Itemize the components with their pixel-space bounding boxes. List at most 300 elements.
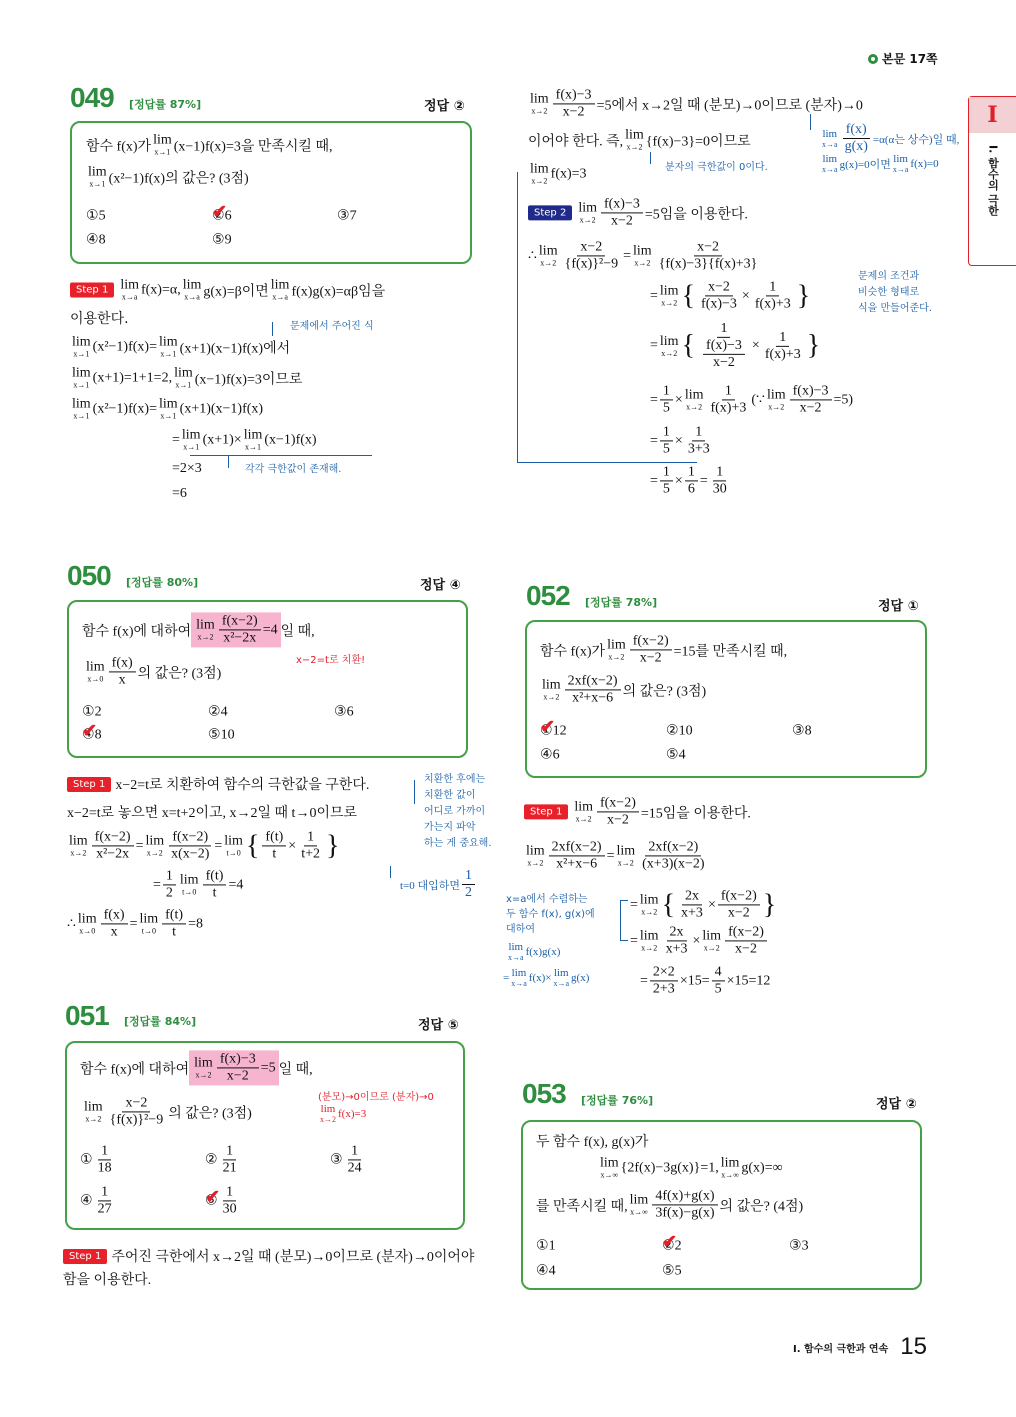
math-text: x+3 [681,905,703,921]
denominator [107,1113,167,1129]
problem-number: 050 [67,560,111,591]
fraction [549,839,605,872]
math-text: =5 [260,1060,276,1075]
limit-expression [320,1104,336,1124]
annotation: 비슷한 형태로 [858,287,920,298]
math-text: f(t) [165,907,184,923]
lim-word: lim [600,1155,619,1171]
math-text: =5임을 이용한다. [644,207,748,222]
math-text: x−2 [606,812,629,828]
math-text: g(x) [571,972,590,984]
math-text: 1 [720,320,728,336]
math-text: = [153,877,161,892]
math-text: × [741,288,750,303]
numerator [718,888,760,905]
choice-3[interactable] [330,1143,367,1176]
math-text: 24 [347,1160,362,1176]
choice-1[interactable] [80,1143,117,1176]
fraction [710,464,730,497]
math-text: 8 [804,723,812,738]
math-text: ×15=12 [726,973,771,988]
annotation: 분자의 극한값이 0이다. [665,162,768,173]
math-text: 8 [94,727,102,742]
choice-1[interactable] [82,704,102,721]
math-text: = [630,897,638,912]
choice-2[interactable] [666,723,693,740]
lim-word: lim [120,277,139,293]
lim-subscript: x→2 [540,258,557,268]
math-text: 2xf(x−2) [648,839,699,855]
denominator [562,257,622,273]
lim-word: lim [270,277,290,293]
solution-line [650,383,853,416]
numerator [601,196,643,213]
limit-expression [600,1157,619,1180]
limit-expression [616,845,635,868]
denominator [220,1161,240,1177]
correct-rate: [정답률 84%] [124,1015,197,1028]
lim-subscript: x→a [121,292,138,302]
math-text: x−2 [639,650,662,666]
denominator [108,925,121,941]
numerator [685,464,698,481]
choice-3[interactable] [337,208,357,225]
fraction [462,868,475,901]
chapter-side-tab[interactable] [968,96,1016,266]
lim-subscript: x→a [511,979,527,988]
lim-word: lim [822,127,838,140]
choice-1[interactable] [536,1238,556,1255]
lim-word: lim [633,243,652,259]
highlighted-condition [189,1050,278,1085]
choice-2[interactable] [662,1238,682,1255]
annotation-list [424,772,492,852]
question-line [86,134,332,157]
choice-5[interactable] [212,232,232,249]
numerator [348,1143,361,1160]
limit-expression [542,679,561,702]
solution-line [67,774,369,794]
limit-expression [196,619,215,642]
math-text: = [650,473,658,488]
annotation [506,942,560,962]
fraction [685,464,698,497]
denominator [797,401,825,417]
limit-expression [640,930,659,953]
limit-expression [767,389,786,412]
lim-word: lim [538,243,558,259]
fraction [219,613,261,646]
lim-word: lim [578,200,597,216]
fraction [656,239,761,272]
lim-word: lim [153,132,172,148]
choice-marker: ⑤ [208,727,221,743]
numerator [652,1188,717,1205]
fraction [685,424,713,457]
fraction [101,907,128,940]
lim-subscript: x→a [508,953,524,962]
limit-expression [140,913,159,936]
lim-subscript: x→1 [73,349,90,359]
math-text: =5에서 x→2일 때 (분모)→0이므로 (분자)→0 [596,98,863,113]
limit-expression [702,930,721,953]
bracket-line [620,940,628,941]
math-text: f(x)+3 [764,346,801,362]
math-text: f(x−2) [221,613,258,629]
choice-marker: ③ [330,1152,343,1168]
numerator [713,464,726,481]
math-text: 5 [662,400,670,416]
fraction [718,888,760,921]
denominator [652,1206,717,1222]
math-text: = [623,248,632,263]
solution-line [524,839,710,872]
annotation: 하는 게 중요해. [424,838,492,849]
choice-1[interactable] [540,723,567,740]
choice-4[interactable] [536,1263,556,1280]
choice-marker: ④ [86,232,99,248]
denominator [168,847,212,863]
answer-label: 정답 ② [876,1097,917,1112]
choice-5[interactable] [205,1184,242,1217]
math-text: 이어야 한다. 즉, [528,134,624,149]
math-text: = [650,338,658,353]
annotation [820,122,959,155]
math-text: f(x−2) [172,829,209,845]
fraction [95,1143,115,1176]
choice-5[interactable] [208,727,235,744]
lim-word: lim [526,843,545,859]
denominator [95,1161,115,1177]
limit-expression [530,163,549,186]
lim-word: lim [196,617,215,633]
limit-expression [244,429,263,452]
choice-2[interactable] [205,1143,242,1176]
math-text: 7 [349,208,357,223]
denominator [712,982,725,998]
numerator [692,424,705,441]
math-text: 30 [222,1201,237,1217]
math-text: 1 [695,424,703,440]
numerator [217,1051,259,1068]
math-text: = [172,432,180,447]
math-text: (x+1)× [202,432,242,447]
denominator [116,673,129,689]
math-text: (x²−1)f(x)의 값은? (3점) [108,171,249,186]
denominator [345,1161,365,1177]
fraction [842,122,871,155]
limit-expression [78,913,97,936]
numerator [549,839,605,856]
solution-line [640,964,770,997]
math-text: 1 [662,464,670,480]
denominator [707,401,749,417]
fraction [678,888,706,921]
fraction [652,1188,717,1221]
lim-subscript: x→1 [73,411,90,421]
numerator [162,907,186,924]
hint-annotation [318,1104,366,1124]
limit-expression [86,661,105,684]
question-line [536,1188,803,1221]
math-text: =4 [228,877,244,892]
numerator [790,383,832,400]
solution-line [63,1246,474,1266]
limit-expression [194,1057,213,1080]
numerator [705,279,733,296]
lim-subscript: x→∞ [630,1207,648,1217]
lim-word: lim [320,1103,336,1115]
page-reference-text: 본문 17쪽 [882,52,938,66]
choice-marker: ① [86,208,99,224]
limit-expression [526,845,545,868]
math-text: x²+x−6 [556,856,598,872]
solution-line [172,486,187,502]
limit-expression [159,398,178,421]
fraction [790,383,832,416]
numerator [766,279,779,296]
math-text: = [650,392,658,407]
math-text: f(x) [103,907,125,923]
lim-subscript: x→2 [320,1115,336,1124]
lim-word: lim [702,928,722,944]
solution-line [67,907,203,940]
lim-subscript: x→2 [617,858,634,868]
math-text: 2 [94,704,102,719]
question-line [86,166,249,189]
choice-3[interactable] [792,723,812,740]
math-text: {f(x)}²−9 [564,256,619,272]
math-text: (x−1)f(x) [264,432,317,447]
limit-expression [685,389,704,412]
math-text: x−2 [697,239,719,255]
math-text: 4 [714,964,722,980]
math-text: 1 [548,1238,556,1253]
math-text: =5) [833,392,854,407]
lim-word: lim [553,967,569,979]
solution-line [528,163,587,186]
numerator [667,924,687,941]
choice-3[interactable] [789,1238,809,1255]
solution-line [650,464,732,497]
choice-4[interactable] [82,727,102,744]
fraction [565,673,621,706]
problem-number: 053 [522,1078,566,1109]
lim-word: lim [224,833,243,849]
lim-subscript: x→1 [175,380,192,390]
lim-subscript: x→1 [154,147,171,157]
lim-word: lim [629,1192,649,1208]
math-text: 1 [724,383,732,399]
math-text: 8 [98,232,106,247]
denominator [650,982,678,998]
choice-2[interactable] [208,704,228,721]
math-text: = [503,972,510,984]
limit-expression [530,93,549,116]
math-text: 9 [224,232,232,247]
math-text: f(x−2) [728,924,764,940]
limit-expression [625,129,644,152]
lim-subscript: x→1 [183,442,200,452]
solution-line [650,424,715,457]
fraction [725,924,767,957]
lim-subscript: x→1 [73,380,90,390]
math-text: f(x)−3 [219,1051,256,1067]
page-reference [868,50,938,67]
fraction [168,829,212,862]
choice-marker: ② ✔ [662,1238,675,1255]
lim-subscript: x→2 [531,106,548,116]
annotation: 식을 만들어준다. [858,303,932,314]
denominator [604,813,632,829]
chapter-roman-numeral: I [969,97,1016,133]
math-text: 2×2 [652,964,675,980]
choice-marker: ① [80,1152,93,1168]
limit-expression [607,639,626,662]
numerator [650,964,678,981]
fraction [639,839,707,872]
solution-line [70,336,290,359]
lim-word: lim [182,277,202,293]
brace: { [661,889,676,920]
problem-number: 051 [65,1000,109,1031]
arrow-line [810,114,811,130]
math-text: 2x [669,924,684,940]
math-text: 5 [98,208,106,223]
brace: { [681,280,696,311]
limit-expression [224,835,243,858]
fraction [220,1184,240,1217]
math-text: 를 만족시킬 때, [536,1199,628,1214]
numerator [682,888,702,905]
fraction [345,1143,365,1176]
lim-word: lim [616,843,636,859]
denominator [210,886,220,902]
arrow-line [390,866,391,878]
lim-subscript: x→a [553,979,570,988]
solution-line [172,461,202,477]
arrow-line [650,152,651,164]
choice-1[interactable] [86,208,106,225]
bracket-line [517,172,518,462]
denominator [163,886,176,902]
choice-5[interactable] [666,747,686,764]
annotation-list [506,892,595,937]
step-badge: Step 2 [528,206,572,221]
fraction [220,1143,240,1176]
math-text: g(x)=∞ [741,1160,783,1175]
choice-4[interactable] [540,747,560,764]
math-text: 의 값은? (3점) [168,1106,252,1121]
fraction [203,868,227,901]
math-text: x−2 [727,905,750,921]
chapter-tab-label: I. 함수의 극한 [986,145,1000,216]
denominator [220,1202,240,1218]
solution-line [67,802,357,822]
limit-expression [539,245,558,268]
solution-line [528,239,762,272]
choice-marker: ⑤ [662,1263,675,1279]
fraction [597,795,639,828]
solution-line [67,829,340,862]
limit-expression [633,245,652,268]
math-text: 6 [687,481,695,497]
solution-line [524,795,751,828]
math-text: 3f(x)−g(x) [655,1205,715,1221]
choice-4[interactable] [86,232,106,249]
choice-4[interactable] [80,1184,117,1217]
lim-subscript: x→2 [197,632,214,642]
limit-expression [72,398,91,421]
annotation: 각각 극한값이 존재해. [245,464,342,475]
math-text: 이용한다. [70,311,129,327]
math-text: 1 [101,1143,109,1159]
footer [793,1333,927,1361]
limit-expression [553,968,569,988]
math-text: =6 [172,486,187,501]
lim-subscript: x→2 [608,652,625,662]
choice-3[interactable] [334,704,354,721]
limit-expression [159,336,178,359]
lim-subscript: x→a [822,139,838,149]
math-text: × [674,473,683,488]
lim-subscript: x→2 [641,907,658,917]
numerator [660,464,673,481]
math-text: = [135,838,144,853]
math-text: × [674,392,683,407]
question-line [82,1095,252,1128]
math-text: 2x [684,888,699,904]
question-line [598,1157,783,1180]
arrow-line [228,456,229,468]
limit-expression [174,367,193,390]
fraction [601,196,643,229]
math-text: 1 [687,464,695,480]
math-text: =α(α는 상수)일 때, [872,133,960,146]
math-text: 1 [779,329,787,345]
lim-subscript: x→2 [70,848,87,858]
choice-marker: ② [208,704,221,720]
math-text: 2xf(x−2) [551,839,602,855]
denominator [560,105,588,121]
lim-subscript: t→0 [226,848,241,858]
choice-marker: ③ [792,723,805,739]
limit-expression [120,279,139,302]
choice-2[interactable] [212,208,232,225]
hint-annotation: x−2=t로 치환! [296,655,366,666]
limit-expression [69,835,88,858]
fraction [698,279,740,312]
lim-word: lim [158,396,178,412]
math-text: f(x−2) [599,795,636,811]
numerator [565,673,621,690]
fraction [762,329,804,362]
math-text: 21 [222,1160,237,1176]
fraction [95,1184,115,1217]
lim-word: lim [508,941,524,953]
annotation [820,154,939,174]
lim-subscript: x→2 [703,943,720,953]
math-text: 함을 이용한다. [63,1273,152,1288]
denominator [169,925,179,941]
correct-rate: [정답률 78%] [585,596,658,609]
math-text: 3+3 [687,441,710,457]
denominator [685,442,713,458]
numerator [203,868,227,885]
choice-5[interactable] [662,1263,682,1280]
fraction [92,829,134,862]
lim-word: lim [86,659,105,675]
